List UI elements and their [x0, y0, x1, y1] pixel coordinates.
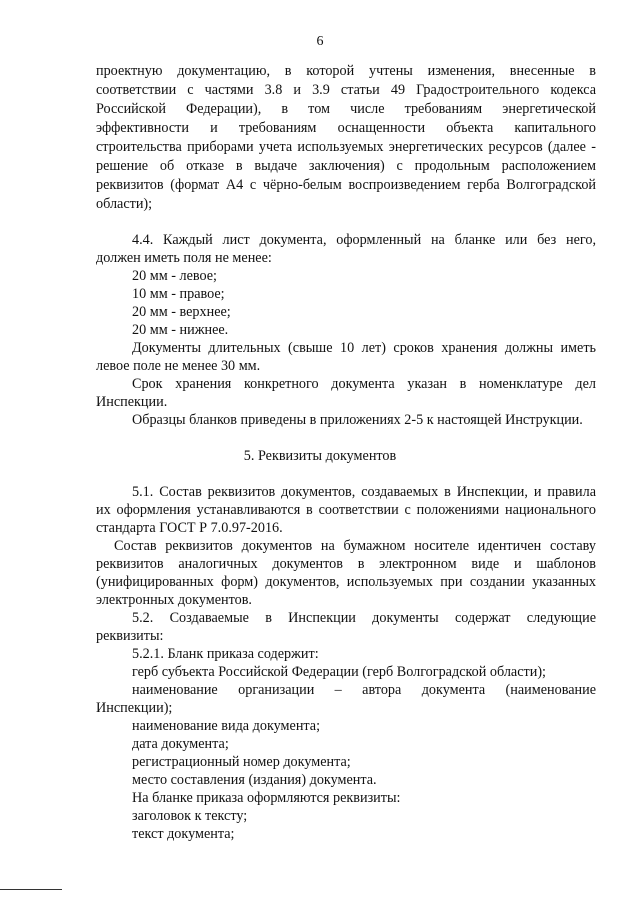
text-line: 5.2.1. Бланк приказа содержит: — [132, 646, 319, 662]
list-item: наименование организации – автора документа (наименование — [132, 682, 596, 698]
text-line: Состав реквизитов документов на бумажном носителе идентичен составу — [114, 538, 596, 554]
text-line: Образцы бланков приведены в приложениях 2-5 к настоящей Инструкции. — [132, 412, 583, 428]
text-line: решение об отказе в выдаче заключения) с продольным расположением — [96, 158, 596, 174]
text-line: реквизитов аналогичных документов в электронном виде и шаблонов — [96, 556, 596, 572]
text-line: Российской Федерации), в том числе требованиям энергетической — [96, 101, 596, 117]
page-number: 6 — [316, 34, 324, 49]
list-item: герб субъекта Российской Федерации (герб Волгоградской области); — [132, 664, 546, 680]
list-item: наименование вида документа; — [132, 718, 321, 734]
text-line: реквизиты: — [96, 628, 164, 644]
text-line: реквизитов (формат А4 с чёрно-белым воспроизведением герба Волгоградской — [96, 177, 596, 193]
text-line: Инспекции. — [96, 394, 168, 410]
list-item: регистрационный номер документа; — [132, 754, 351, 770]
list-item: дата документа; — [132, 736, 229, 752]
list-item: 20 мм - нижнее. — [132, 322, 229, 338]
text-line: 5.1. Состав реквизитов документов, создаваемых в Инспекции, и правила — [132, 484, 596, 500]
section-heading: 5. Реквизиты документов — [243, 448, 397, 464]
list-item: 20 мм - верхнее; — [132, 304, 231, 320]
scan-edge-mark — [0, 889, 62, 890]
text-line: (унифицированных форм) документов, используемых при создании указанных — [96, 574, 596, 590]
list-item: 20 мм - левое; — [132, 268, 217, 284]
text-line: проектную документацию, в которой учтены изменения, внесенные в — [96, 63, 596, 79]
text-line: стандарта ГОСТ Р 7.0.97-2016. — [96, 520, 283, 536]
text-line: Документы длительных (свыше 10 лет) сроков хранения должны иметь — [132, 340, 596, 356]
list-item: место составления (издания) документа. — [132, 772, 377, 788]
text-line: На бланке приказа оформляются реквизиты: — [132, 790, 401, 806]
text-line: эффективности и требованиям оснащенности объекта капитального — [96, 120, 596, 136]
text-line: 5.2. Создаваемые в Инспекции документы содержат следующие — [132, 610, 596, 626]
text-line: левое поле не менее 30 мм. — [96, 358, 261, 374]
list-item: 10 мм - правое; — [132, 286, 225, 302]
text-line: строительства приборами учета используемых энергетических ресурсов (далее - — [96, 139, 596, 155]
list-item: заголовок к тексту; — [132, 808, 248, 824]
text-line: электронных документов. — [96, 592, 252, 608]
text-line: 4.4. Каждый лист документа, оформленный на бланке или без него, — [132, 232, 596, 248]
text-line: должен иметь поля не менее: — [96, 250, 272, 266]
list-item: текст документа; — [132, 826, 235, 842]
text-line: области); — [96, 196, 153, 212]
text-line: Инспекции); — [96, 700, 173, 716]
text-line: соответствии с частями 3.8 и 3.9 статьи 49 Градостроительного кодекса — [96, 82, 596, 98]
text-line: Срок хранения конкретного документа указан в номенклатуре дел — [132, 376, 596, 392]
text-line: их оформления устанавливаются в соответствии с положениями национального — [96, 502, 596, 518]
